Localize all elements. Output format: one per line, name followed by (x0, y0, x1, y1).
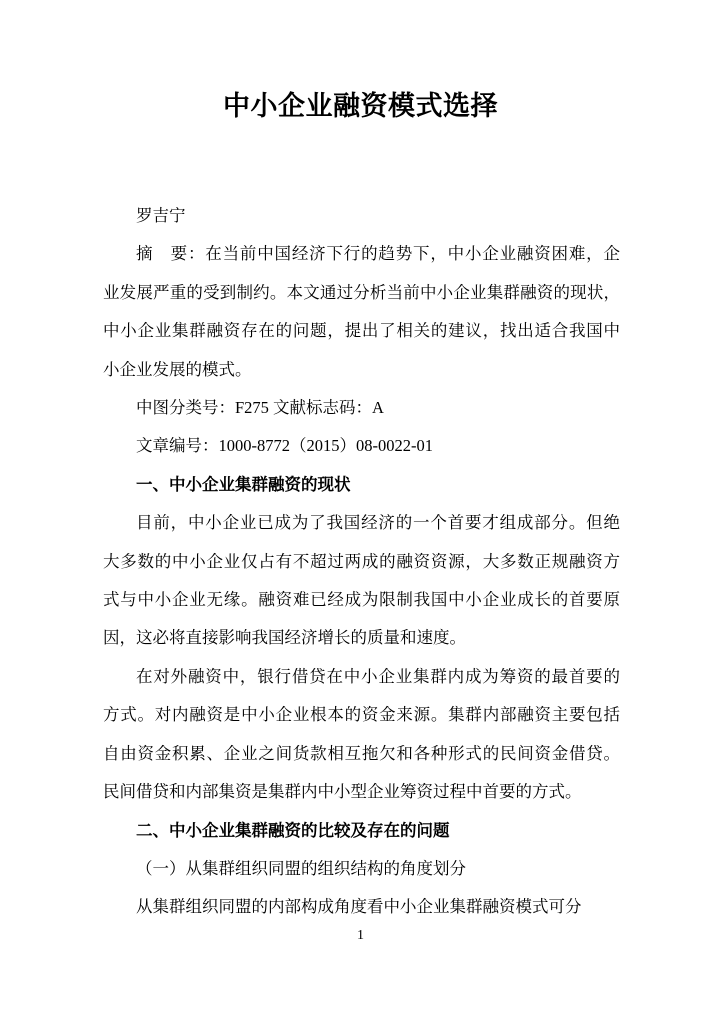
text-line: 从集群组织同盟的内部构成角度看中小企业集群融资模式可分 (136, 897, 582, 917)
paragraph (103, 427, 620, 465)
section-heading (103, 812, 620, 850)
document-title: 中小企业融资模式选择 (223, 91, 498, 121)
text-line: 文章编号：1000-8772（2015）08-0022-01 (136, 436, 433, 456)
text-line: 摘 要：在当前中国经济下行的趋势下，中小企业融资困难，企 (136, 244, 620, 264)
paragraph (103, 389, 620, 427)
paragraph (103, 658, 620, 812)
text-line: 小企业发展的模式。 (103, 359, 252, 379)
section-heading (103, 466, 620, 504)
document-body (103, 197, 620, 927)
text-line: 方式。对内融资是中小企业根本的资金来源。集群内部融资主要包括 (103, 705, 620, 725)
text-line: 中小企业集群融资存在的问题，提出了相关的建议，找出适合我国中 (103, 321, 620, 341)
text-line: （一）从集群组织同盟的组织结构的角度划分 (136, 858, 466, 878)
text-line: 业发展严重的受到制约。本文通过分析当前中小企业集群融资的现状， (103, 282, 620, 302)
text-line: 二、中小企业集群融资的比较及存在的问题 (136, 820, 450, 840)
text-line: 民间借贷和内部集资是集群内中小型企业筹资过程中首要的方式。 (103, 782, 582, 802)
text-line: 式与中小企业无缘。融资难已经成为限制我国中小企业成长的首要原 (103, 590, 620, 610)
text-line: 目前，中小企业已成为了我国经济的一个首要才组成部分。但绝 (136, 513, 620, 533)
text-line: 因，这必将直接影响我国经济增长的质量和速度。 (103, 628, 466, 648)
text-line: 大多数的中小企业仅占有不超过两成的融资资源，大多数正规融资方 (103, 551, 620, 571)
paragraph (103, 235, 620, 389)
author-line (103, 197, 620, 235)
paragraph (103, 888, 620, 926)
page-number: 1 (357, 928, 364, 943)
text-line: 中图分类号：F275 文献标志码：A (136, 398, 384, 418)
paragraph (103, 504, 620, 658)
text-line: 一、中小企业集群融资的现状 (136, 474, 351, 494)
text-line: 自由资金积累、企业之间货款相互拖欠和各种形式的民间资金借贷。 (103, 743, 620, 763)
text-line: 在对外融资中，银行借贷在中小企业集群内成为筹资的最首要的 (136, 666, 620, 686)
text-line: 罗吉宁 (136, 206, 186, 225)
paragraph (103, 850, 620, 888)
